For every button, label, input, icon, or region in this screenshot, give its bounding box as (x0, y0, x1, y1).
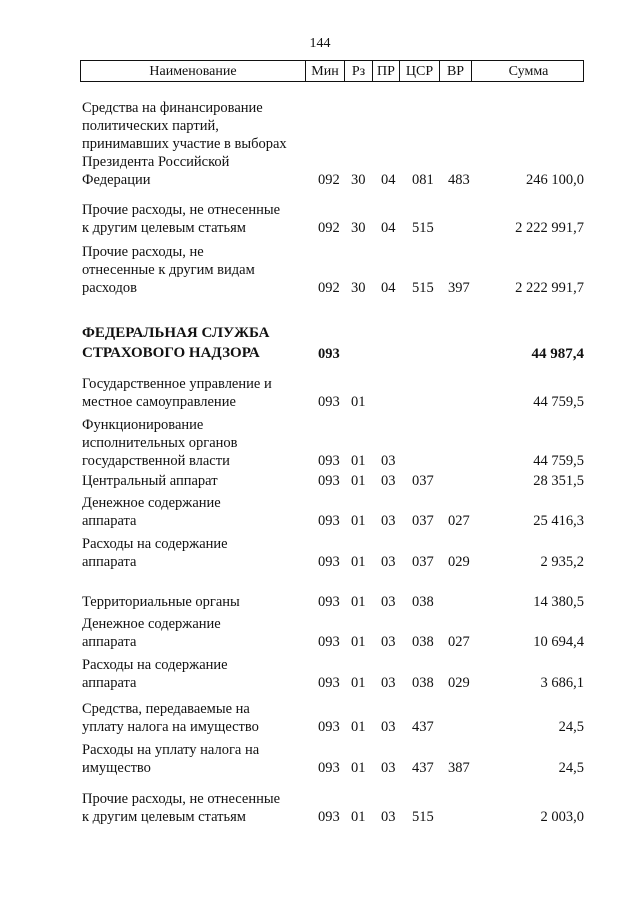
row-min: 093 (318, 473, 340, 489)
row-pr: 03 (381, 453, 396, 469)
row-pr: 03 (381, 473, 396, 489)
row-rz: 01 (351, 554, 366, 570)
row-csr: 081 (412, 172, 434, 188)
row-sum: 24,5 (558, 719, 584, 735)
row-rz: 01 (351, 760, 366, 776)
row-name: Денежное содержание аппарата (82, 616, 221, 650)
row-min: 093 (318, 394, 340, 410)
row-name: Расходы на содержание аппарата (82, 657, 228, 691)
row-csr: 037 (412, 554, 434, 570)
row-sum: 14 380,5 (533, 594, 584, 610)
row-csr: 515 (412, 220, 434, 236)
row-rz: 01 (351, 453, 366, 469)
row-pr: 03 (381, 554, 396, 570)
row-sum: 44 759,5 (533, 453, 584, 469)
header-sum: Сумма (508, 64, 549, 79)
row-csr: 038 (412, 675, 434, 691)
row-rz: 01 (351, 473, 366, 489)
row-sum: 246 100,0 (526, 172, 584, 188)
row-csr: 037 (412, 513, 434, 529)
row-vr: 029 (448, 675, 470, 691)
header-csr: ЦСР (400, 61, 440, 81)
header-pr: ПР (373, 61, 400, 81)
row-csr: 038 (412, 594, 434, 610)
row-min: 093 (318, 675, 340, 691)
row-pr: 03 (381, 634, 396, 650)
row-csr: 037 (412, 473, 434, 489)
row-name: Государственное управление и местное самоуправление (82, 376, 272, 410)
row-vr: 029 (448, 554, 470, 570)
row-pr: 04 (381, 172, 396, 188)
row-name: Прочие расходы, не отнесенные к другим целевым статьям (82, 202, 281, 236)
row-name: Территориальные органы (82, 594, 240, 610)
row-rz: 30 (351, 220, 366, 236)
header-vr: ВР (440, 61, 472, 81)
row-vr: 387 (448, 760, 470, 776)
row-name: Средства, передаваемые на уплату налога на имущество (82, 701, 259, 735)
row-min: 093 (318, 634, 340, 650)
row-name: Функционирование исполнительных органов государственной власти (82, 417, 238, 469)
row-name: Денежное содержание аппарата (82, 495, 221, 529)
row-min: 093 (318, 594, 340, 610)
row-rz: 01 (351, 513, 366, 529)
row-sum: 2 003,0 (540, 809, 584, 825)
row-pr: 03 (381, 760, 396, 776)
row-rz: 01 (351, 634, 366, 650)
row-name: Центральный аппарат (82, 473, 218, 489)
row-sum: 2 935,2 (540, 554, 584, 570)
header-rz: Рз (345, 61, 373, 81)
row-sum: 24,5 (558, 760, 584, 776)
row-vr: 397 (448, 280, 470, 296)
row-min: 093 (318, 346, 340, 362)
row-vr: 027 (448, 634, 470, 650)
row-vr: 483 (448, 172, 470, 188)
row-name: Расходы на содержание аппарата (82, 536, 228, 570)
row-pr: 03 (381, 513, 396, 529)
row-vr: 027 (448, 513, 470, 529)
row-sum: 44 759,5 (533, 394, 584, 410)
row-name: Средства на финансирование политических партий, принимавших участие в выборах Президента Российской Федерации (82, 100, 287, 188)
row-csr: 515 (412, 809, 434, 825)
page-number: 144 (309, 36, 331, 51)
row-rz: 30 (351, 172, 366, 188)
row-csr: 038 (412, 634, 434, 650)
row-name: Расходы на уплату налога на имущество (82, 742, 260, 776)
row-rz: 30 (351, 280, 366, 296)
row-csr: 437 (412, 760, 434, 776)
row-rz: 01 (351, 719, 366, 735)
header-min: Мин (306, 61, 345, 81)
row-sum: 28 351,5 (533, 473, 584, 489)
row-sum: 44 987,4 (531, 346, 584, 362)
row-min: 092 (318, 280, 340, 296)
row-pr: 04 (381, 280, 396, 296)
row-sum: 25 416,3 (533, 513, 584, 529)
header-name: Наименование (81, 61, 306, 81)
row-min: 092 (318, 172, 340, 188)
row-min: 093 (318, 719, 340, 735)
row-min: 093 (318, 809, 340, 825)
row-pr: 03 (381, 675, 396, 691)
table-header (80, 60, 584, 82)
row-sum: 10 694,4 (533, 634, 584, 650)
row-name: Прочие расходы, не отнесенные к другим целевым статьям (82, 791, 281, 825)
row-pr: 03 (381, 594, 396, 610)
row-sum: 2 222 991,7 (515, 280, 584, 296)
row-sum: 3 686,1 (540, 675, 584, 691)
row-rz: 01 (351, 594, 366, 610)
row-rz: 01 (351, 675, 366, 691)
row-csr: 515 (412, 280, 434, 296)
row-pr: 03 (381, 719, 396, 735)
row-min: 093 (318, 760, 340, 776)
row-min: 093 (318, 513, 340, 529)
row-name: Прочие расходы, не отнесенные к другим видам расходов (82, 244, 255, 296)
row-pr: 03 (381, 809, 396, 825)
row-csr: 437 (412, 719, 434, 735)
row-min: 093 (318, 453, 340, 469)
row-pr: 04 (381, 220, 396, 236)
row-name: ФЕДЕРАЛЬНАЯ СЛУЖБА СТРАХОВОГО НАДЗОРА (82, 325, 270, 361)
row-min: 093 (318, 554, 340, 570)
row-sum: 2 222 991,7 (515, 220, 584, 236)
row-min: 092 (318, 220, 340, 236)
row-rz: 01 (351, 809, 366, 825)
row-rz: 01 (351, 394, 366, 410)
